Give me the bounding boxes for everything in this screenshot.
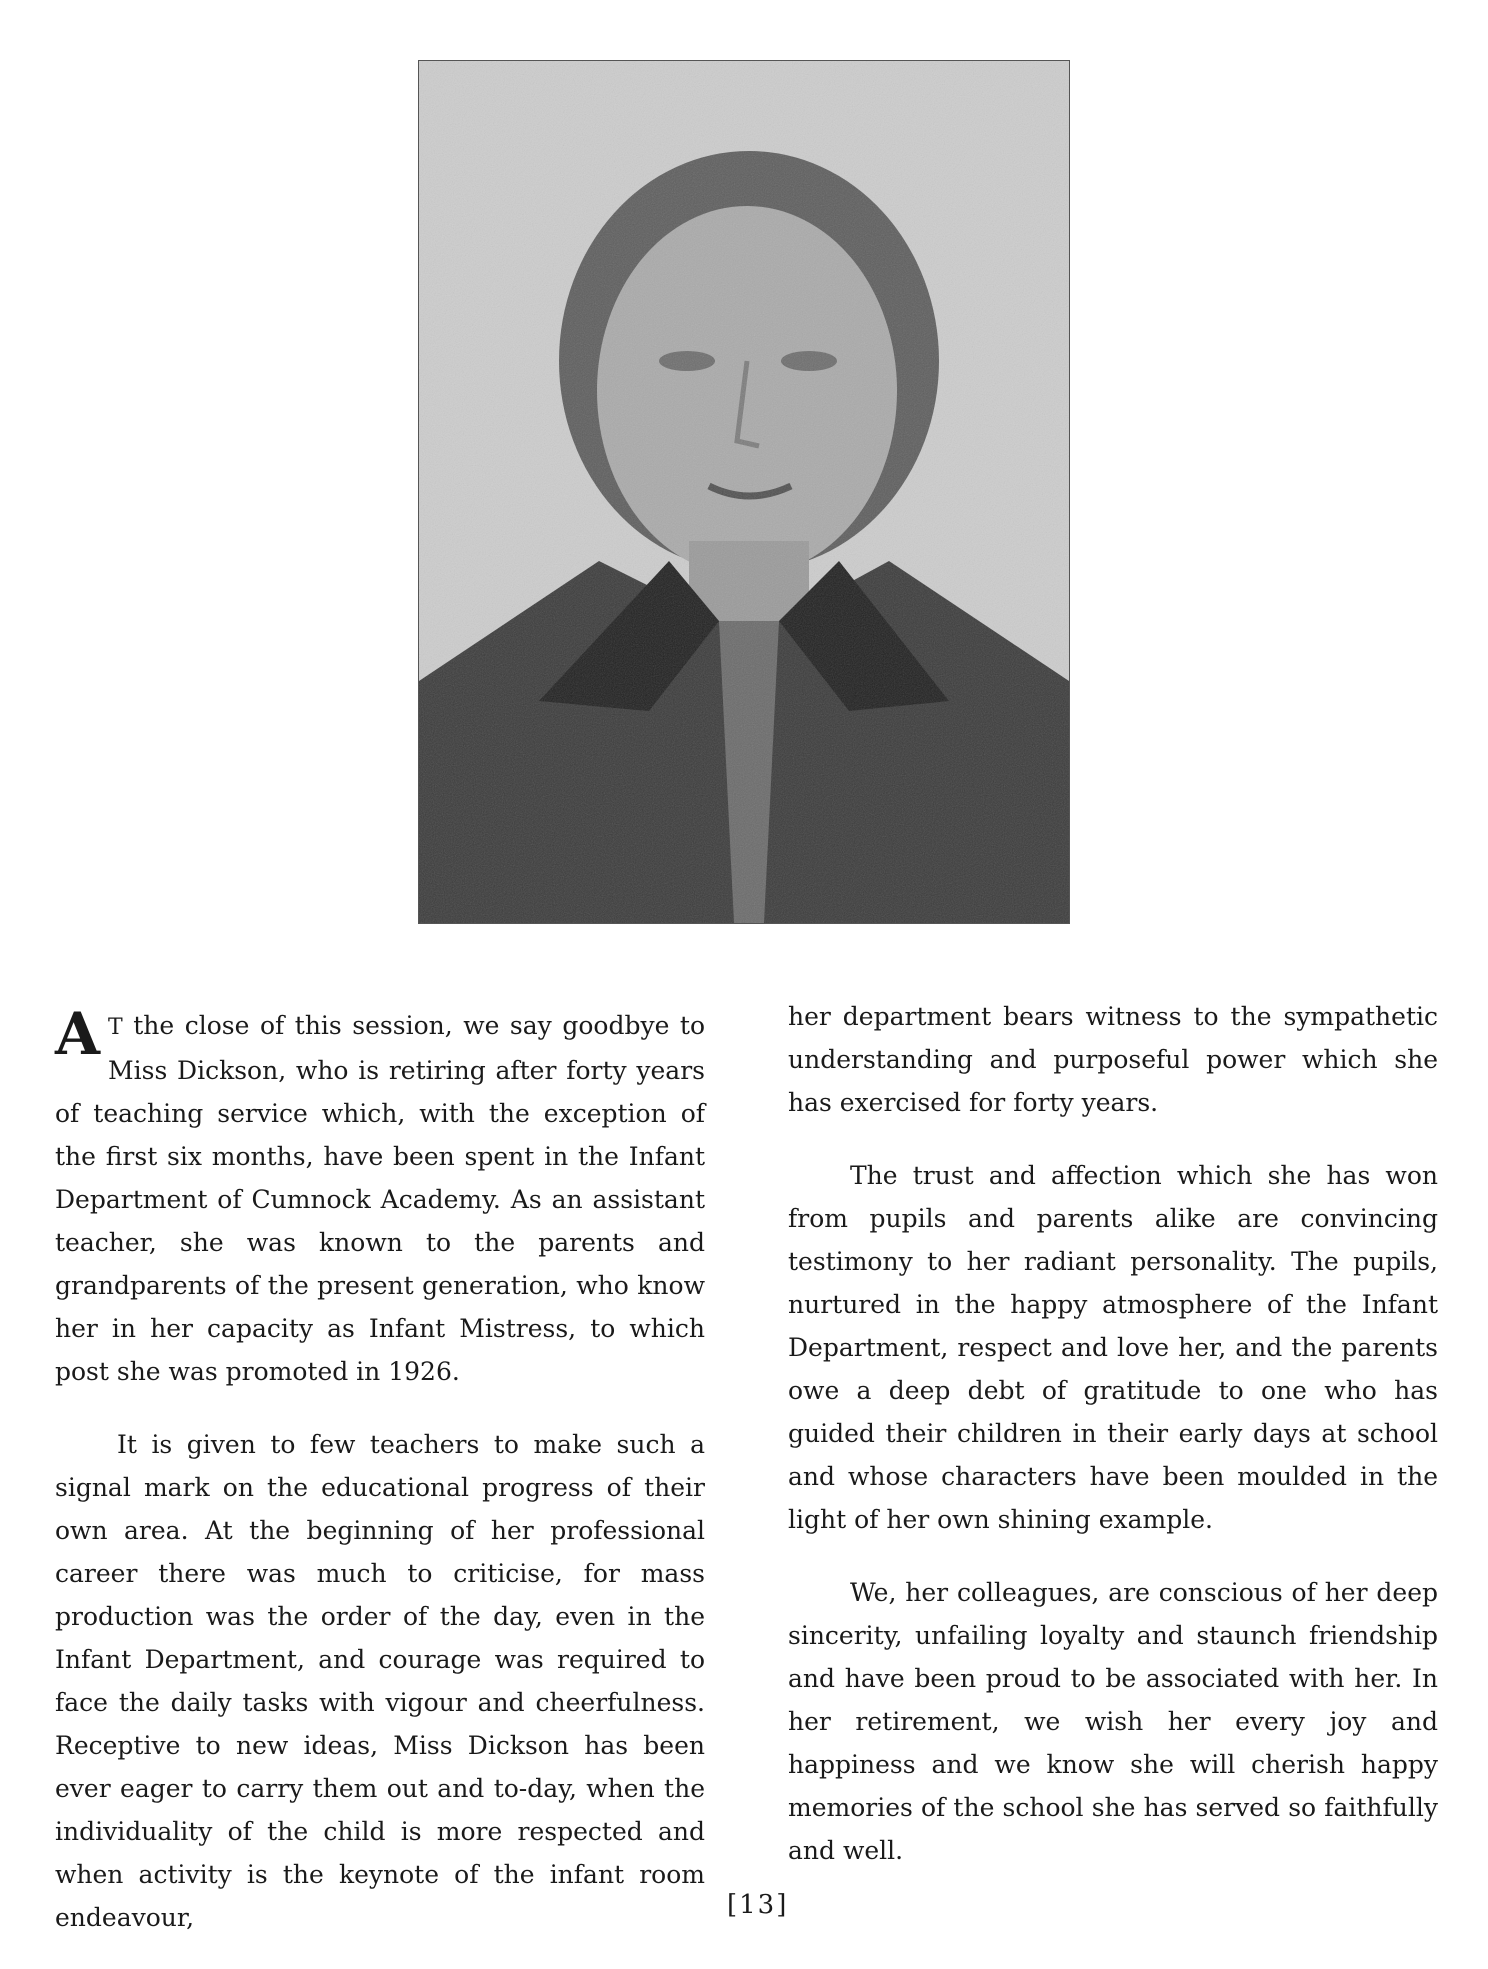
paragraph-1-text: the close of this session, we say goodbye to Miss Dickson, who is retiring after forty years of teaching service which, with the exception of the first six months, have been spent in the Infant Department of Cumnock Academy. As an assistant teacher, she was known to the parents and grandparents of the present generation, who know her in her capacity as Infant Mistress, to which post she was promoted in 1926. (55, 1011, 705, 1386)
portrait-figure (419, 61, 1069, 923)
article-column-left (55, 1000, 705, 1969)
drop-cap-continuation: T (108, 1015, 123, 1040)
article-column-right (788, 995, 1438, 1902)
article-paragraph-2-continued: her department bears witness to the sympathetic understanding and purposeful power which she has exercised for forty years. (788, 1002, 1438, 1117)
article-paragraph-1 (55, 1000, 705, 1393)
drop-cap: A (55, 1000, 101, 1068)
portrait-photo (418, 60, 1070, 924)
page-number: [13] (727, 1890, 789, 1920)
article-paragraph-4: We, her colleagues, are conscious of her deep sincerity, unfailing loyalty and staunch friendship and have been proud to be associated with her. In her retirement, we wish her every joy and happiness and we know she will cherish happy memories of the school she has served so faithfully and well. (788, 1578, 1438, 1865)
article-paragraph-3: The trust and affection which she has won from pupils and parents alike are convincing testimony to her radiant personality. The pupils, nurtured in the happy atmosphere of the Infant Department, respect and love her, and the parents owe a deep debt of gratitude to one who has guided their children in their early days at school and whose characters have been moulded in the light of her own shining example. (788, 1161, 1438, 1534)
article-paragraph-2: It is given to few teachers to make such a signal mark on the educational progress of their own area. At the beginning of her professional career there was much to criticise, for mass production was the order of the day, even in the Infant Department, and courage was required to face the daily tasks with vigour and cheerfulness. Receptive to new ideas, Miss Dickson has been ever eager to carry them out and to-day, when the individuality of the child is more respected and when activity is the keynote of the infant room endeavour, (55, 1430, 705, 1932)
